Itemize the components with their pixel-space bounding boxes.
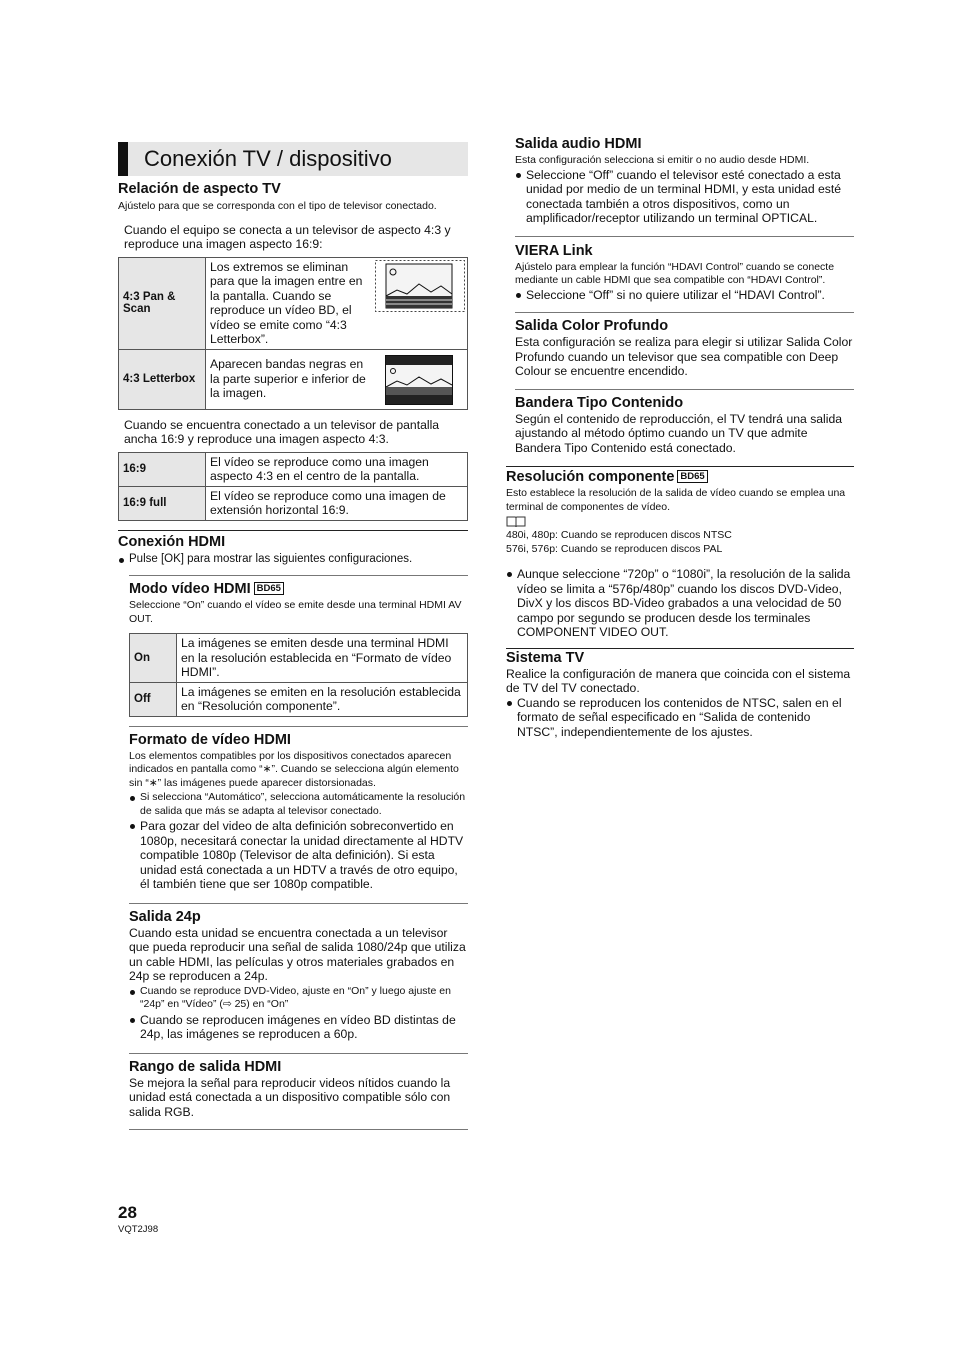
componente-bullet-1: Aunque seleccione “720p” o “1080i”, la resolución de la salida vídeo se limita a “576p/480p” cuando los discos DVD-Video, DivX y los discos BD-Video grabados a una velocidad de 50 campo por segundo se producen desde los terminales COMPONENT VIDEO OUT. (506, 567, 854, 640)
letterbox-illustration (385, 355, 453, 405)
divider (515, 312, 854, 313)
componente-line-2: 576i, 576p: Cuando se reproducen discos PAL (506, 542, 723, 555)
sistema-desc: Realice la configuración de manera que coincida con el sistema de TV del TV conectado. (506, 666, 851, 695)
audio-heading: Salida audio HDMI (515, 136, 642, 152)
rango-desc: Se mejora la señal para reproducir videos nítidos cuando la unidad está conectada a un dispositivo compatible sólo con salida RGB. (129, 1075, 451, 1119)
modo-desc: Seleccione “On” cuando el vídeo se emite desde una terminal HDMI AV OUT. (129, 599, 462, 625)
formato-bullet-2: Para gozar del video de alta definición sobreconvertido en 1080p, necesitará conectar la unidad directamente al HDTV compatible 1080p (Televisor de alta definición). Si esta unidad está conectada a un HDTV a través de otro equipo, él también tiene que ser 1080p compatible. (129, 819, 468, 892)
color-desc: Esta configuración se realiza para elegir si utilizar Salida Color Profundo cuando un televisor que sea compatible con Deep Colour se encuentre encendido. (515, 335, 853, 378)
table-row (119, 452, 468, 486)
table-row (119, 257, 468, 349)
viera-heading: VIERA Link (515, 242, 593, 259)
componente-line-1: 480i, 480p: Cuando se reproducen discos NTSC (506, 529, 732, 541)
aspect-heading: Relación de aspecto TV (118, 181, 281, 197)
modo-heading-text: Modo vídeo HDMI (129, 581, 251, 597)
audio-desc: Esta configuración selecciona si emitir o no audio desde HDMI. (515, 154, 810, 166)
componente-desc: Esto establece la resolución de la salida de vídeo cuando se emplea una terminal de componentes de vídeo. (506, 487, 846, 513)
page-number: 28 (118, 1203, 137, 1222)
bandera-desc: Según el contenido de reproducción, el TV tendrá una salida ajustando al método óptimo cuando un TV que admite Bandera Tipo Contenido está conectado. (515, 411, 843, 455)
divider (129, 575, 468, 576)
divider (129, 1053, 468, 1054)
page-footer (118, 1204, 158, 1235)
divider (129, 903, 468, 904)
divider (506, 648, 854, 649)
salida24p-bullet-2: Cuando se reproducen imágenes en vídeo BD distintas de 24p, las imágenes se reproducen a 60p. (129, 1013, 468, 1042)
aspect-table-43 (118, 257, 468, 410)
aspect-table-169 (118, 452, 468, 521)
formato-heading: Formato de vídeo HDMI (129, 731, 291, 748)
formato-desc: Los elementos compatibles por los dispositivos conectados aparecen indicados en pantalla como “∗”. Cuando se selecciona algún elemento sin “∗” las imágenes puede aparecer distorsionadas. (129, 749, 459, 789)
table-row (130, 634, 468, 683)
row-label: Off (130, 682, 177, 716)
aspect-intro-169: Cuando se encuentra conectado a un televisor de pantalla ancha 16:9 y reproduce una imagen aspecto 4:3. (124, 417, 440, 446)
modo-heading (129, 581, 468, 597)
row-label: 16:9 full (119, 486, 206, 520)
row-text: El vídeo se reproduce como una imagen de extensión horizontal 16:9. (206, 486, 468, 520)
color-heading: Salida Color Profundo (515, 318, 669, 334)
hdmi-heading: Conexión HDMI (118, 533, 226, 550)
divider (515, 389, 854, 390)
page-title-bar (118, 142, 468, 176)
row-label: 4:3 Letterbox (119, 349, 206, 409)
componente-heading (506, 469, 854, 485)
row-label: 16:9 (119, 452, 206, 486)
formato-bullet-1: Si selecciona “Automático”, selecciona automáticamente la resolución de salida que más se adapta al televisor conectado. (129, 791, 468, 818)
sistema-heading: Sistema TV (506, 649, 585, 666)
rango-heading: Rango de salida HDMI (129, 1058, 282, 1075)
row-text: El vídeo se reproduce como una imagen aspecto 4:3 en el centro de la pantalla. (206, 452, 468, 486)
salida24p-heading: Salida 24p (129, 908, 201, 925)
table-row (119, 486, 468, 520)
row-text: Aparecen bandas negras en la parte superior e inferior de la imagen. (210, 357, 366, 401)
divider (129, 726, 468, 727)
divider (129, 1129, 468, 1130)
salida24p-bullet-1: Cuando se reproduce DVD-Video, ajuste en “On” y luego ajuste en “24p” en “Vídeo” (⇨ 25) en “On” (129, 985, 468, 1012)
bd65-badge: BD65 (254, 582, 284, 595)
modo-table (129, 633, 468, 717)
aspect-intro-43: Cuando el equipo se conecta a un televisor de aspecto 4:3 y reproduce una imagen aspecto 16:9: (124, 222, 451, 251)
sistema-bullet-1: Cuando se reproducen los contenidos de NTSC, salen en el formato de señal especificado en “Salida de contenido NTSC”, independientemente de los ajustes. (506, 696, 854, 740)
row-text: La imágenes se emiten en la resolución establecida en “Resolución componente”. (177, 682, 468, 716)
audio-section (504, 136, 854, 455)
salida24p-desc: Cuando esta unidad se encuentra conectada a un televisor que pueda reproducir una señal de salida 1080/24p que utiliza un cable HDMI, las películas y otros materiales grabados en 24p se reproducen a 24p. (129, 925, 466, 983)
table-row (130, 682, 468, 716)
row-label: 4:3 Pan & Scan (119, 257, 206, 349)
document-code: VQT2J98 (118, 1224, 159, 1235)
left-column (118, 142, 468, 1130)
book-icon (506, 516, 526, 528)
modo-section (118, 575, 468, 1130)
right-column (504, 136, 854, 739)
divider (118, 530, 468, 531)
componente-heading-text: Resolución componente (506, 469, 675, 485)
title-accent (118, 142, 128, 176)
row-text: Los extremos se eliminan para que la imagen entre en la pantalla. Cuando se reproduce un vídeo BD, el vídeo se emite como “4:3 Letterbox”. (210, 259, 363, 346)
row-text: La imágenes se emiten desde una terminal HDMI en la resolución establecida en “Formato de vídeo HDMI”. (177, 634, 468, 683)
row-label: On (130, 634, 177, 683)
page-title: Conexión TV / dispositivo (144, 146, 392, 171)
hdmi-note: Pulse [OK] para mostrar las siguientes configuraciones. (118, 553, 468, 567)
viera-bullet-1: Seleccione “Off” si no quiere utilizar el “HDAVI Control”. (515, 288, 854, 303)
audio-bullet-1: Seleccione “Off” cuando el televisor esté conectado a esta unidad por medio de un terminal HDMI, y esta unidad esté conectada también a otros dispositivos, como un amplificador/receptor utilizando un terminal OPTICAL. (515, 168, 854, 226)
pan-scan-illustration (375, 260, 465, 312)
bandera-heading: Bandera Tipo Contenido (515, 394, 684, 411)
table-row (119, 349, 468, 409)
componente-section (506, 466, 854, 739)
divider (506, 466, 854, 467)
aspect-desc: Ajústelo para que se corresponda con el tipo de televisor conectado. (118, 200, 437, 212)
bd65-badge: BD65 (677, 470, 707, 483)
viera-desc: Ajústelo para emplear la función “HDAVI Control” cuando se conecte mediante un cable HDMI que sea compatible con “HDAVI Control”. (515, 260, 835, 286)
divider (515, 236, 854, 237)
